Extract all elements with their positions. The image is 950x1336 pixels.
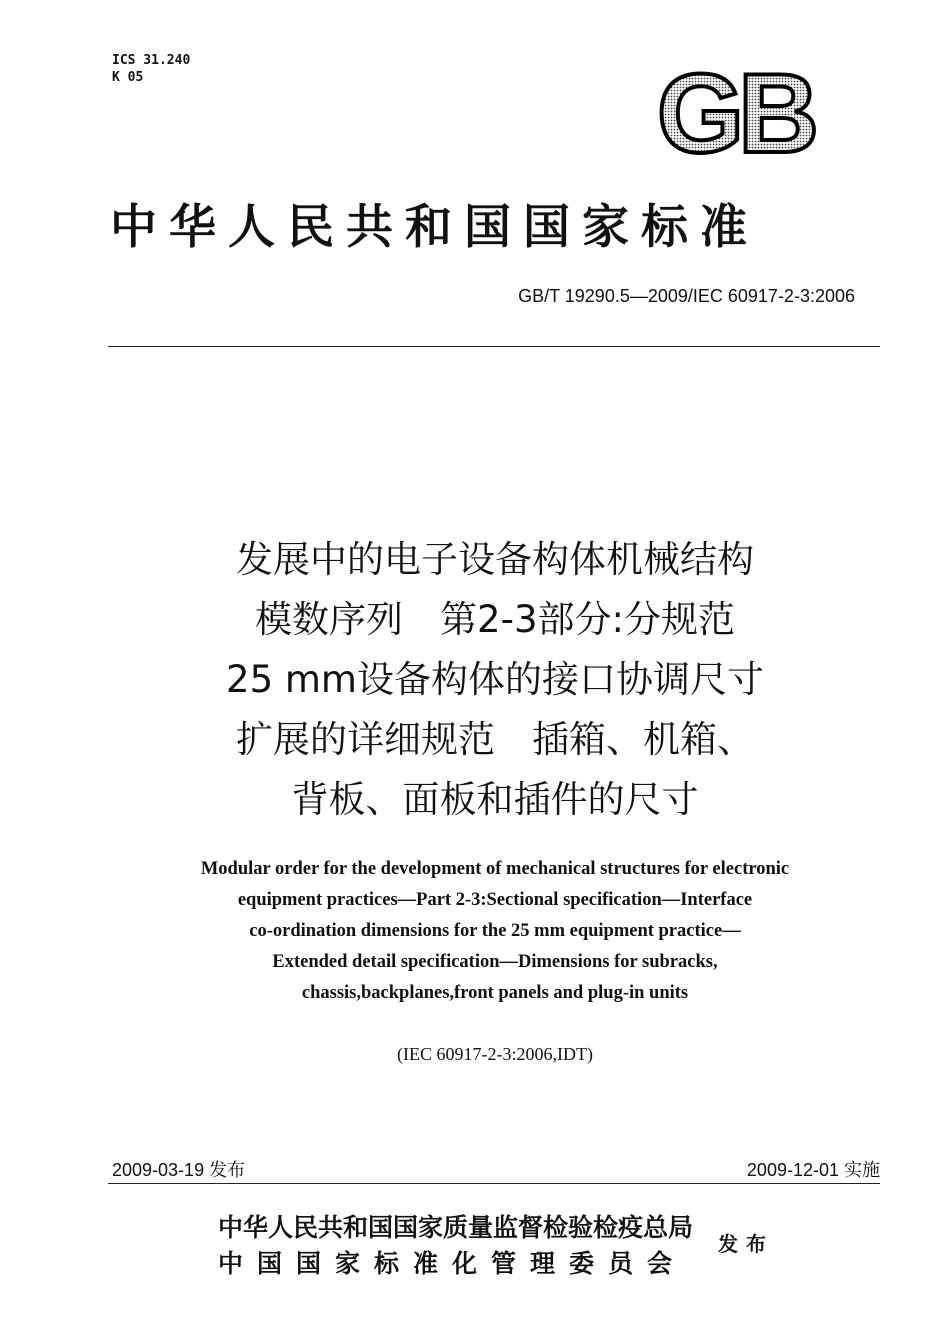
issuer-line-2: 中国国家标准化管理委员会 (218, 1249, 687, 1278)
english-title-line: chassis,backplanes,front panels and plug-in units (301, 983, 689, 1003)
classification-codes (112, 52, 190, 86)
issue-label: 发布 (718, 1232, 774, 1256)
chinese-title (0, 530, 950, 830)
english-title-line: co-ordination dimensions for the 25 mm equipment practice— (249, 921, 741, 941)
chinese-title-line: 模数序列 第2-3部分:分规范 (255, 598, 735, 641)
implementation-date: 2009-12-01 实施 (746, 1160, 880, 1180)
top-divider (108, 346, 880, 347)
english-title-line: equipment practices—Part 2-3:Sectional specification—Interface (237, 890, 753, 910)
bottom-divider (108, 1183, 880, 1184)
issuer-line-1: 中华人民共和国国家质量监督检验检疫总局 (218, 1213, 694, 1242)
chinese-title-line: 背板、面板和插件的尺寸 (291, 778, 699, 821)
chinese-title-line: 25 mm设备构体的接口协调尺寸 (226, 658, 764, 701)
iec-equivalence: (IEC 60917-2-3:2006,IDT) (397, 1044, 593, 1064)
issue-date: 2009-03-19 发布 (112, 1160, 246, 1180)
standard-number: GB/T 19290.5—2009/IEC 60917-2-3:2006 (518, 286, 855, 306)
ics-code: ICS 31.240 (112, 53, 191, 68)
chinese-title-line: 扩展的详细规范 插箱、机箱、 (236, 718, 754, 761)
english-title (0, 854, 950, 1009)
ccs-code: K 05 (112, 70, 144, 85)
english-title-line: Modular order for the development of mechanical structures for electronic (200, 859, 790, 879)
chinese-title-line: 发展中的电子设备构体机械结构 (236, 538, 754, 581)
english-title-line: Extended detail specification—Dimensions for subracks, (272, 952, 718, 972)
gb-logo (640, 68, 830, 160)
national-standard-title: 中华人民共和国国家标准 (110, 200, 759, 255)
gb-logo-text: GB (657, 68, 813, 160)
